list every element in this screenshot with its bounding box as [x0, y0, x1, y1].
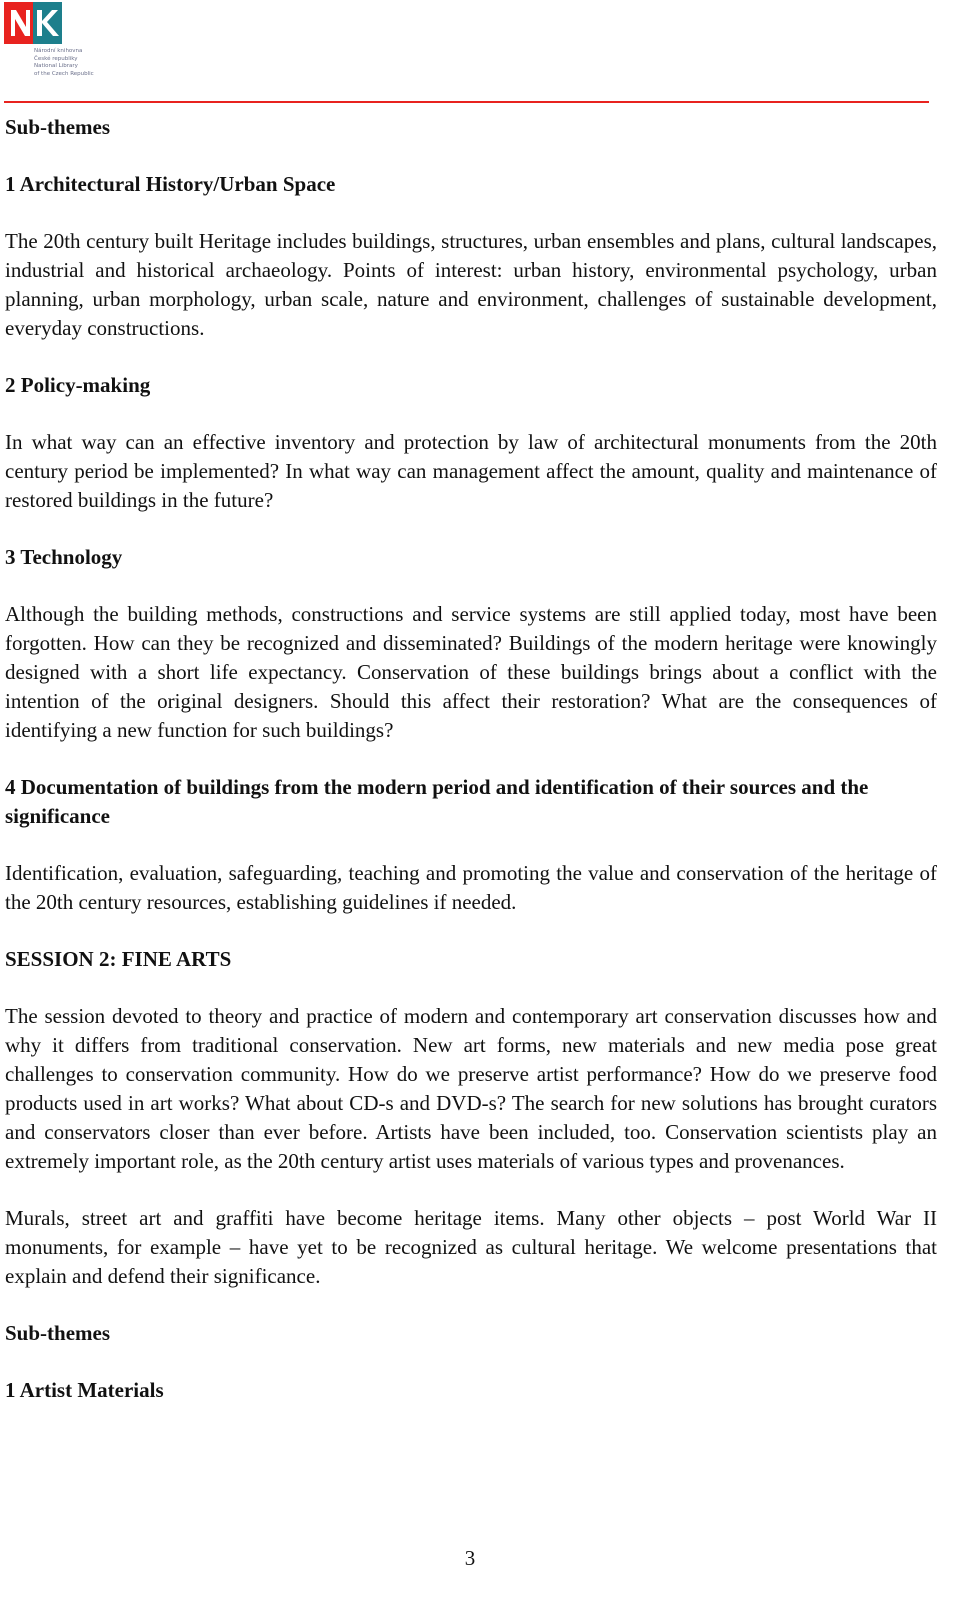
page-header [0, 0, 960, 105]
murals-paragraph: Murals, street art and graffiti have become heritage items. Many other objects – post World War II monuments, for example – have yet to be recognized as cultural heritage. We welcome presentations that explain and defend their significance. [5, 1206, 937, 1288]
logo-line-4: of the Czech Republic [34, 70, 94, 77]
technology-heading: 3 Technology [5, 545, 123, 569]
logo-caption [34, 48, 114, 78]
fine-arts-paragraph: The session devoted to theory and practice of modern and contemporary art conservation discusses how and why it differs from traditional conservation. New art forms, new materials and new media pose great challenges to conservation community. How do we preserve artist performance? How do we preserve food products used in art works? What about CD-s and DVD-s? The search for new solutions has brought curators and conservators closer than ever before. Artists have been included, too. Conservation scientists play an extremely important role, as the 20th century artist uses materials of various types and provenances. [5, 1004, 937, 1173]
logo-line-2: České republiky [34, 55, 78, 62]
document-body [5, 113, 937, 1405]
architectural-history-heading: 1 Architectural History/Urban Space [5, 172, 336, 196]
subthemes-heading-2: Sub-themes [5, 1321, 111, 1345]
session-2-heading: SESSION 2: FINE ARTS [5, 947, 232, 971]
policy-making-heading: 2 Policy-making [5, 373, 151, 397]
artist-materials-heading: 1 Artist Materials [5, 1378, 164, 1402]
header-divider [4, 101, 929, 103]
library-logo [4, 2, 114, 88]
logo-line-3: National Library [34, 63, 78, 69]
architectural-history-paragraph: The 20th century built Heritage includes buildings, structures, urban ensembles and plans, cultural landscapes, industrial and historical archaeology. Points of interest: urban history, environmental psychology, urban planning, urban morphology, urban scale, nature and environment, challenges of sustainable development, everyday constructions. [5, 229, 937, 340]
subthemes-heading: Sub-themes [5, 115, 111, 139]
page-number: 3 [464, 1546, 476, 1570]
documentation-heading: 4 Documentation of buildings from the modern period and identification of their sources and the significance [5, 775, 869, 828]
nk-logo-icon [4, 2, 62, 44]
technology-paragraph: Although the building methods, constructions and service systems are still applied today, most have been forgotten. How can they be recognized and disseminated? Buildings of the modern heritage were knowingly designed with a short life expectancy. Conservation of these buildings brings about a conflict with the intention of the original designers. Should this affect their restoration? What are the consequences of identifying a new function for such buildings? [5, 602, 937, 742]
policy-making-paragraph: In what way can an effective inventory and protection by law of architectural monuments from the 20th century period be implemented? In what way can management affect the amount, quality and maintenance of restored buildings in the future? [5, 430, 937, 512]
logo-line-1: Národní knihovna [34, 48, 83, 54]
documentation-paragraph: Identification, evaluation, safeguarding, teaching and promoting the value and conservation of the heritage of the 20th century resources, establishing guidelines if needed. [5, 861, 937, 914]
